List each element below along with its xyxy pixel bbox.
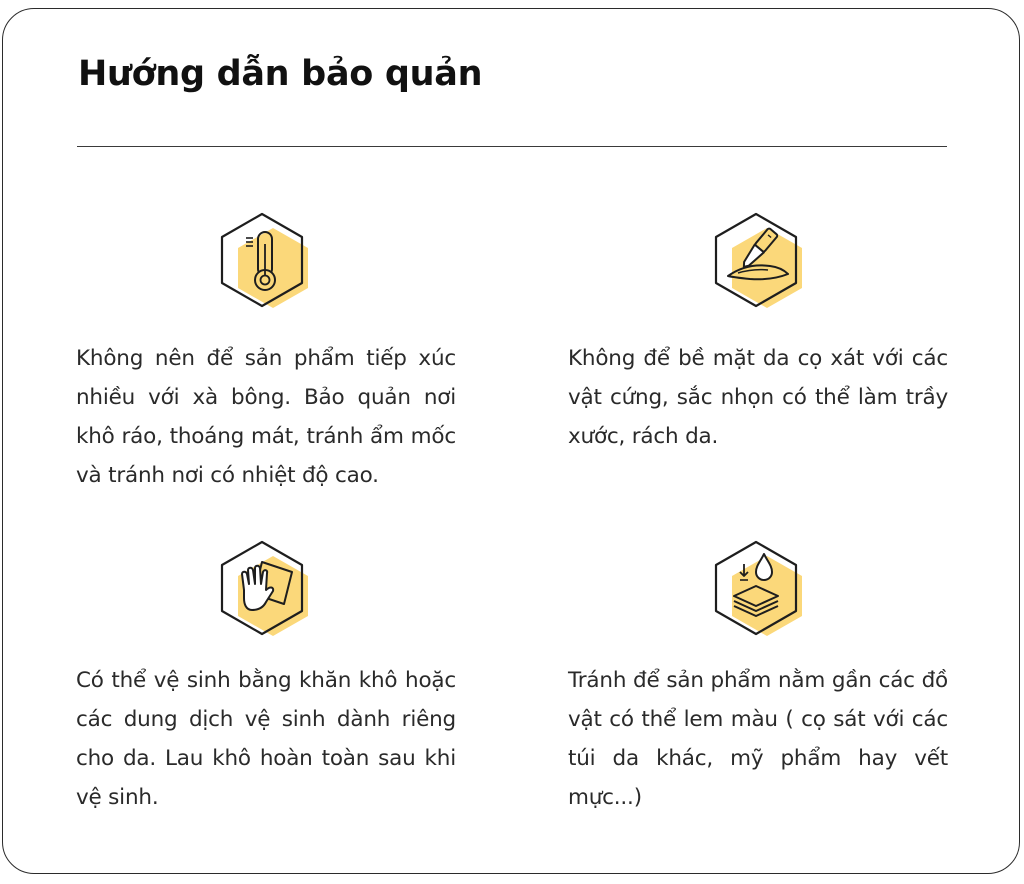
care-instruction-sharp-objects: Không để bề mặt da cọ xát với các vật cứng, sắc nhọn có thể làm trầy xước, rách da. (568, 346, 948, 449)
title-divider (77, 146, 947, 147)
care-instruction-soap: Không nên để sản phẩm tiếp xúc nhiều với xà bông. Bảo quản nơi khô ráo, thoáng mát, tránh ẩm mốc và tránh nơi có nhiệt độ cao. (76, 346, 456, 488)
page-title: Hướng dẫn bảo quản (78, 54, 483, 94)
care-instruction-color-transfer: Tránh để sản phẩm nằm gần các đồ vật có thể lem màu ( cọ sát với các túi da khác, mỹ phẩm hay vết mực...) (568, 668, 948, 810)
thermometer-icon (218, 210, 314, 314)
dye-drop-layers-icon (712, 538, 808, 642)
care-instruction-cleaning: Có thể vệ sinh bằng khăn khô hoặc các dung dịch vệ sinh dành riêng cho da. Lau khô hoàn toàn sau khi vệ sinh. (76, 668, 456, 810)
hand-cleaning-cloth-icon (218, 538, 314, 642)
knife-scratch-icon (712, 210, 808, 314)
